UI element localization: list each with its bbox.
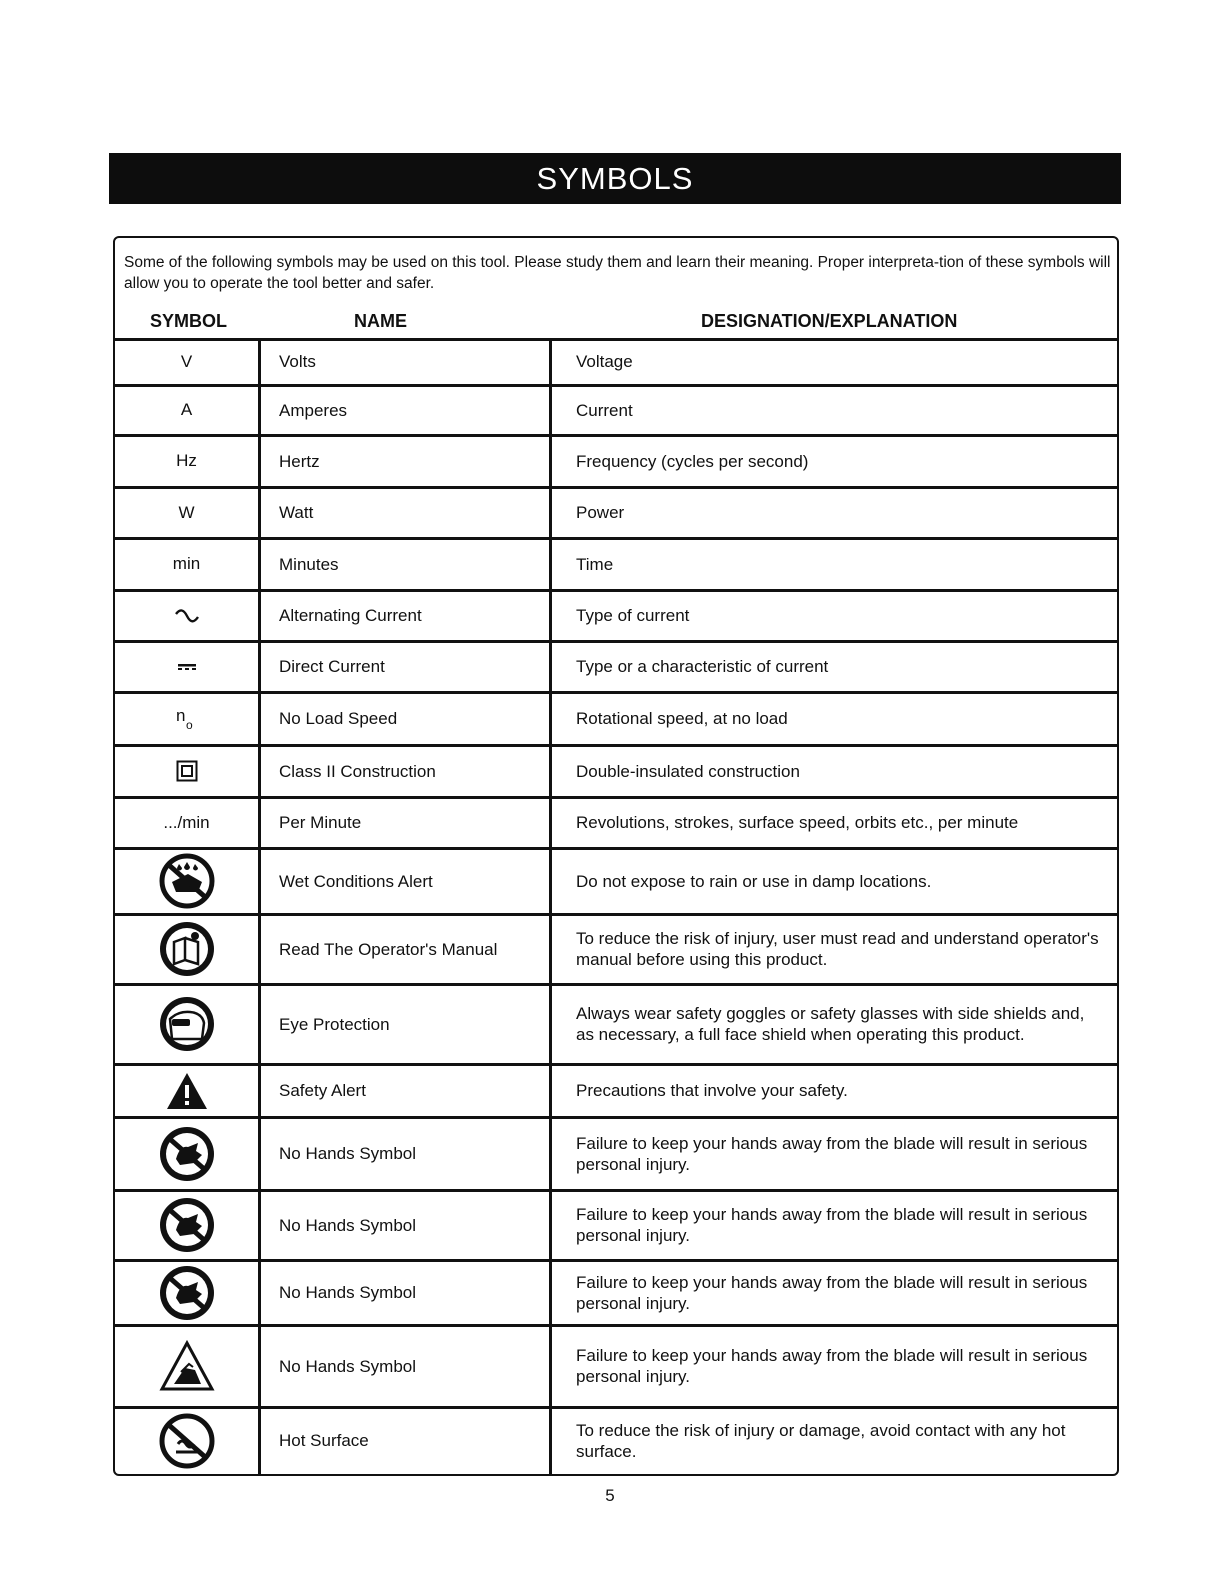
symbol-explanation: Failure to keep your hands away from the blade will result in serious personal injury. [576, 1346, 1088, 1386]
page-title-bar [109, 153, 1121, 204]
wet-conditions-icon [115, 848, 258, 914]
symbol-name: Volts [279, 352, 316, 371]
symbol-name: No Load Speed [279, 709, 398, 728]
alternating-current-icon [115, 590, 258, 641]
symbol-name: Class II Construction [279, 761, 436, 781]
no-hands-icon [115, 1190, 258, 1260]
symbol-explanation: Frequency (cycles per second) [576, 451, 809, 471]
symbol-explanation: Type of current [576, 606, 690, 625]
symbol-text: .../min [163, 812, 210, 832]
symbol-explanation: To reduce the risk of injury or damage, avoid contact with any hot surface. [576, 1420, 1066, 1461]
symbol-name: Read The Operator's Manual [279, 939, 498, 959]
intro-text: Some of the following symbols may be used on this tool. Please study them and learn their meaning. Proper interpreta-tion of these symbols will allow you to operate the tool better and safer. [124, 254, 1111, 292]
symbol-name: Per Minute [279, 813, 362, 832]
symbol-name: Hot Surface [279, 1431, 369, 1450]
symbol-text: W [178, 502, 195, 522]
eye-protection-icon [115, 984, 258, 1064]
no-hands-warning-icon [115, 1325, 258, 1407]
direct-current-icon [115, 641, 258, 692]
symbol-name: Amperes [279, 400, 348, 420]
symbol-explanation: Rotational speed, at no load [576, 709, 788, 728]
symbol-name: Minutes [279, 554, 339, 574]
no-load-speed-icon [115, 692, 258, 745]
symbol-explanation: Failure to keep your hands away from the blade will result in serious personal injury. [576, 1272, 1088, 1313]
symbol-explanation: Double-insulated construction [576, 761, 800, 781]
symbol-explanation: Failure to keep your hands away from the blade will result in serious personal injury. [576, 1133, 1088, 1174]
class-2-icon [115, 745, 258, 797]
hot-surface-icon [115, 1407, 258, 1474]
page-title: SYMBOLS [536, 160, 694, 196]
page-number: 5 [605, 1486, 615, 1505]
symbol-name: Safety Alert [279, 1081, 366, 1100]
svg-text:o: o [185, 717, 193, 731]
read-manual-icon [115, 914, 258, 984]
symbol-explanation: Power [576, 503, 625, 522]
symbol-name: Direct Current [279, 657, 385, 676]
svg-text:n: n [175, 706, 185, 725]
no-hands-icon [115, 1117, 258, 1190]
symbol-explanation: Type or a characteristic of current [576, 657, 829, 676]
symbol-text: A [180, 400, 193, 419]
symbol-text: min [172, 554, 201, 573]
symbol-explanation: Current [576, 400, 633, 420]
symbol-explanation: Precautions that involve your safety. [576, 1081, 848, 1100]
symbol-explanation: To reduce the risk of injury, user must read and understand operator's manual before using this product. [576, 929, 1099, 969]
symbol-explanation: Voltage [576, 352, 633, 371]
column-divider-2 [549, 338, 552, 1476]
symbol-name: No Hands Symbol [279, 1283, 417, 1302]
symbol-name: Hertz [279, 451, 320, 471]
symbol-name: Alternating Current [279, 606, 422, 625]
symbol-name: No Hands Symbol [279, 1356, 417, 1376]
symbol-name: No Hands Symbol [279, 1215, 417, 1235]
symbol-name: Wet Conditions Alert [279, 871, 433, 891]
symbol-text: Hz [176, 451, 197, 470]
symbol-name: No Hands Symbol [279, 1144, 417, 1163]
symbol-name: Watt [279, 503, 314, 522]
column-header-explanation: DESIGNATION/EXPLANATION [701, 311, 958, 331]
column-divider-1 [258, 338, 261, 1476]
symbol-explanation: Time [576, 554, 614, 574]
column-header-symbol: SYMBOL [150, 311, 228, 331]
column-header-name: NAME [354, 311, 407, 331]
symbol-explanation: Revolutions, strokes, surface speed, orbits etc., per minute [576, 813, 1019, 832]
safety-alert-icon [115, 1064, 258, 1117]
no-hands-icon [115, 1260, 258, 1325]
symbol-explanation: Always wear safety goggles or safety glasses with side shields and, as necessary, a full face shield when operating this product. [576, 1004, 1085, 1044]
symbol-explanation: Failure to keep your hands away from the blade will result in serious personal injury. [576, 1205, 1088, 1245]
symbol-name: Eye Protection [279, 1014, 390, 1034]
symbol-text: V [180, 351, 193, 371]
symbol-explanation: Do not expose to rain or use in damp locations. [576, 871, 932, 891]
